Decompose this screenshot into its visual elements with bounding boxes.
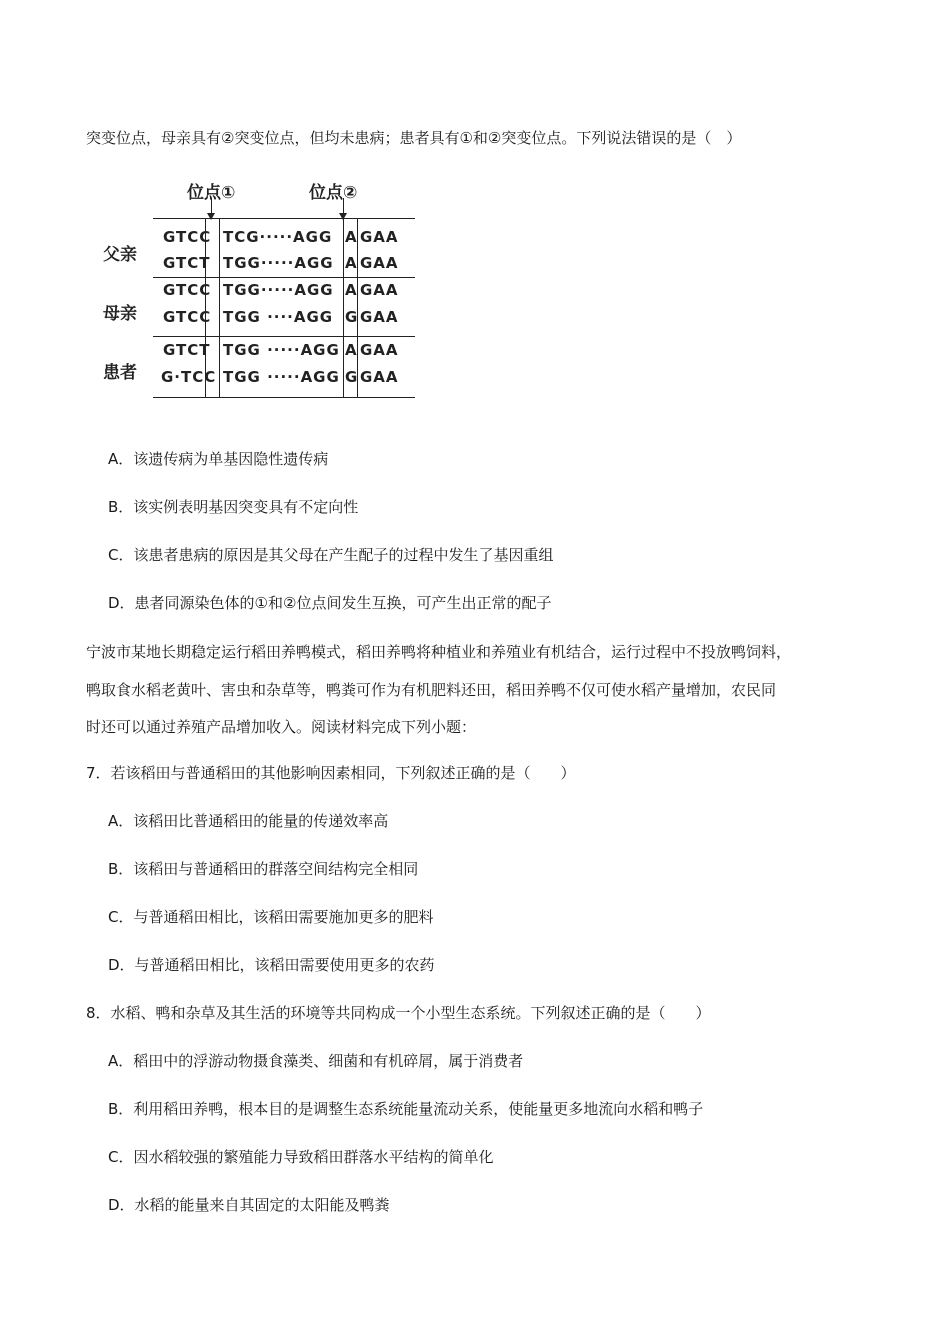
seq-row-5-left: GTCT	[163, 341, 211, 359]
table-bottom-line	[153, 397, 415, 398]
prev-option-b: B．该实例表明基因突变具有不定向性	[108, 498, 359, 516]
seq-row-2-mid: TGG·····AGG	[223, 254, 334, 272]
seq-row-5-mid: TGG ·····AGG	[223, 341, 340, 359]
q7-option-b: B．该稻田与普通稻田的群落空间结构完全相同	[108, 860, 419, 878]
seq-row-6-end: GAA	[360, 368, 399, 386]
seq-row-1-end: GAA	[360, 228, 399, 246]
seq-row-2-left: GTCT	[163, 254, 211, 272]
seq-row-4-end: GAA	[360, 308, 399, 326]
q8-option-a: A．稻田中的浮游动物摄食藻类、细菌和有机碎屑，属于消费者	[108, 1052, 524, 1070]
seq-row-6-mid: TGG ·····AGG	[223, 368, 340, 386]
seq-row-2-end: GAA	[360, 254, 399, 272]
material-line-3: 时还可以通过养殖产品增加收入。阅读材料完成下列小题：	[86, 718, 477, 736]
site-1-arrow	[211, 198, 212, 214]
seq-row-2-site2: A	[345, 254, 358, 272]
seq-row-5-end: GAA	[360, 341, 399, 359]
person-label-patient: 患者	[103, 363, 137, 383]
seq-row-1-mid: TCG·····AGG	[223, 228, 333, 246]
seq-row-4-left: GTCC	[163, 308, 212, 326]
material-line-2: 鸭取食水稻老黄叶、害虫和杂草等，鸭粪可作为有机肥料还田，稻田养鸭不仅可使水稻产量增加，农民同	[86, 681, 777, 699]
q8-option-c: C．因水稻较强的繁殖能力导致稻田群落水平结构的简单化	[108, 1148, 494, 1166]
prev-option-a: A．该遗传病为单基因隐性遗传病	[108, 450, 329, 468]
q7-option-d: D．与普通稻田相比，该稻田需要使用更多的农药	[108, 956, 435, 974]
q7-option-c: C．与普通稻田相比，该稻田需要施加更多的肥料	[108, 908, 434, 926]
seq-row-1-site2: A	[345, 228, 358, 246]
site-2-arrow	[343, 198, 344, 214]
q8-stem: 8．水稻、鸭和杂草及其生活的环境等共同构成一个小型生态系统。下列叙述正确的是（ ）	[86, 1004, 711, 1022]
prev-option-d: D．患者同源染色体的①和②位点间发生互换，可产生出正常的配子	[108, 594, 552, 612]
table-divider-1	[153, 277, 415, 278]
q8-option-b: B．利用稻田养鸭，根本目的是调整生态系统能量流动关系，使能量更多地流向水稻和鸭子	[108, 1100, 704, 1118]
person-label-mother: 母亲	[103, 304, 137, 324]
seq-row-3-left: GTCC	[163, 281, 212, 299]
seq-row-4-site2: G	[345, 308, 359, 326]
site-2-label: 位点②	[309, 183, 358, 203]
q7-option-a: A．该稻田比普通稻田的能量的传递效率高	[108, 812, 389, 830]
table-top-line	[153, 218, 415, 219]
site-1-label: 位点①	[187, 183, 236, 203]
material-line-1: 宁波市某地长期稳定运行稻田养鸭模式，稻田养鸭将种植业和养殖业有机结合，运行过程中不投放鸭饲料，	[86, 643, 792, 661]
seq-row-5-site2: A	[345, 341, 358, 359]
seq-row-3-end: GAA	[360, 281, 399, 299]
table-divider-2	[153, 336, 415, 337]
q8-option-d: D．水稻的能量来自其固定的太阳能及鸭粪	[108, 1196, 390, 1214]
seq-row-1-left: GTCC	[163, 228, 212, 246]
seq-row-4-mid: TGG ····AGG	[223, 308, 334, 326]
seq-row-3-mid: TGG·····AGG	[223, 281, 334, 299]
person-label-father: 父亲	[103, 245, 137, 265]
site-2-left-line	[343, 218, 344, 398]
seq-row-6-left: G·TCC	[161, 368, 217, 386]
seq-row-6-site2: G	[345, 368, 359, 386]
dna-sequence-figure	[95, 176, 425, 404]
q7-stem: 7．若该稻田与普通稻田的其他影响因素相同，下列叙述正确的是（ ）	[86, 764, 576, 782]
site-1-right-line	[219, 218, 220, 398]
seq-row-3-site2: A	[345, 281, 358, 299]
prev-option-c: C．该患者患病的原因是其父母在产生配子的过程中发生了基因重组	[108, 546, 554, 564]
question-stem-tail: 突变位点，母亲具有②突变位点，但均未患病；患者具有①和②突变位点。下列说法错误的是（ ）	[86, 129, 742, 147]
